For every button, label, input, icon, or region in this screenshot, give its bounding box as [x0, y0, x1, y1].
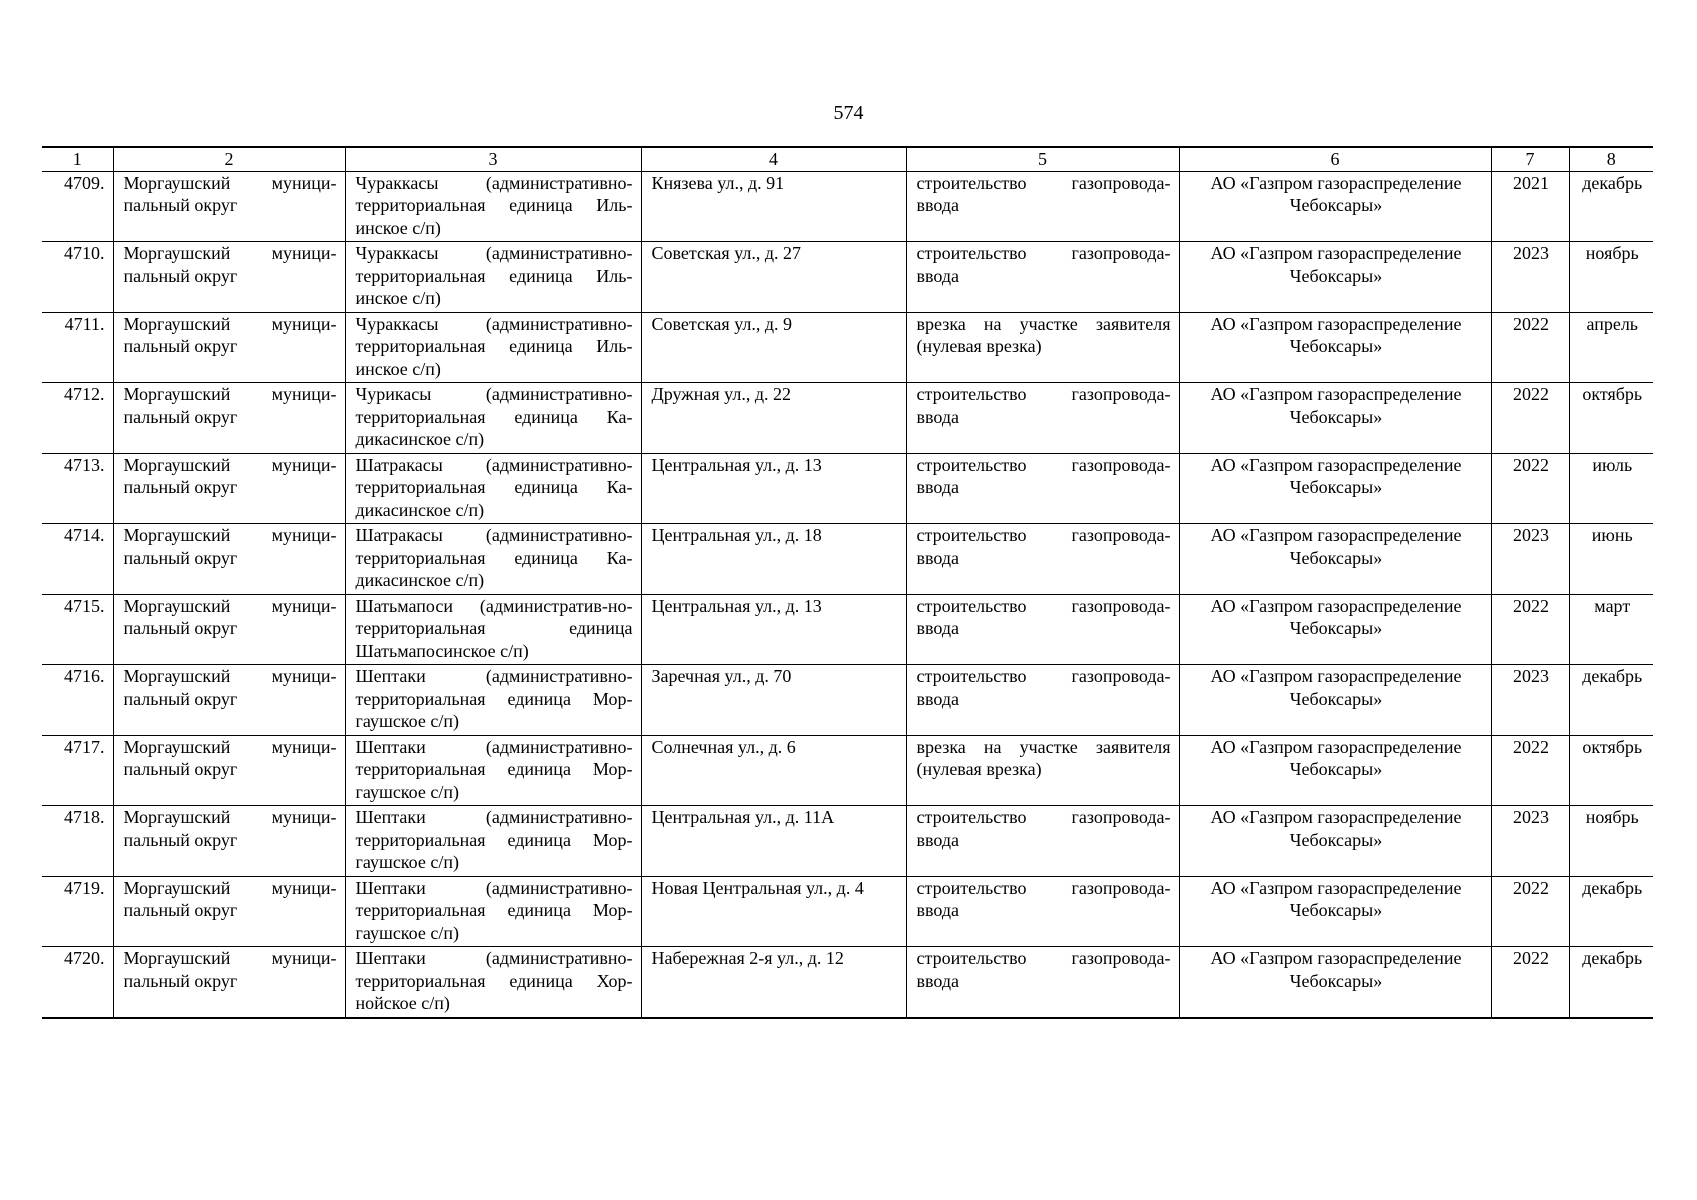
year-cell: 2022 [1491, 383, 1569, 454]
organization-cell: АО «Газпром газораспределение Чебоксары» [1179, 312, 1491, 383]
organization-cell: АО «Газпром газораспределение Чебоксары» [1179, 876, 1491, 947]
address-cell: Заречная ул., д. 70 [641, 665, 906, 736]
row-number-cell: 4717. [42, 735, 113, 806]
organization-cell: АО «Газпром газораспределение Чебоксары» [1179, 242, 1491, 313]
district-cell: Моргаушский муници-пальный округ [113, 524, 345, 595]
year-cell: 2022 [1491, 876, 1569, 947]
row-number-cell: 4711. [42, 312, 113, 383]
locality-cell: Чураккасы (административно-территориальная единица Иль-инское с/п) [345, 312, 641, 383]
row-number-cell: 4718. [42, 806, 113, 877]
column-header: 4 [641, 147, 906, 171]
locality-cell: Шатракасы (административно-территориальная единица Ка-дикасинское с/п) [345, 453, 641, 524]
organization-cell: АО «Газпром газораспределение Чебоксары» [1179, 524, 1491, 595]
work-type-cell: строительство газопровода-ввода [906, 242, 1179, 313]
organization-cell: АО «Газпром газораспределение Чебоксары» [1179, 171, 1491, 242]
address-cell: Князева ул., д. 91 [641, 171, 906, 242]
address-cell: Центральная ул., д. 13 [641, 453, 906, 524]
address-cell: Дружная ул., д. 22 [641, 383, 906, 454]
organization-cell: АО «Газпром газораспределение Чебоксары» [1179, 735, 1491, 806]
row-number-cell: 4719. [42, 876, 113, 947]
month-cell: июль [1569, 453, 1653, 524]
month-cell: декабрь [1569, 876, 1653, 947]
work-type-cell: строительство газопровода-ввода [906, 453, 1179, 524]
column-header: 2 [113, 147, 345, 171]
table-row [42, 383, 1653, 454]
work-type-cell: строительство газопровода-ввода [906, 171, 1179, 242]
work-type-cell: строительство газопровода-ввода [906, 594, 1179, 665]
address-cell: Советская ул., д. 27 [641, 242, 906, 313]
locality-cell: Шептаки (административно-территориальная единица Хор-нойское с/п) [345, 947, 641, 1018]
year-cell: 2023 [1491, 665, 1569, 736]
district-cell: Моргаушский муници-пальный округ [113, 594, 345, 665]
month-cell: октябрь [1569, 735, 1653, 806]
year-cell: 2021 [1491, 171, 1569, 242]
month-cell: март [1569, 594, 1653, 665]
row-number-cell: 4714. [42, 524, 113, 595]
address-cell: Новая Центральная ул., д. 4 [641, 876, 906, 947]
table-row [42, 524, 1653, 595]
table-row [42, 665, 1653, 736]
address-cell: Советская ул., д. 9 [641, 312, 906, 383]
work-type-cell: строительство газопровода-ввода [906, 947, 1179, 1018]
district-cell: Моргаушский муници-пальный округ [113, 735, 345, 806]
table-row [42, 594, 1653, 665]
year-cell: 2022 [1491, 453, 1569, 524]
district-cell: Моргаушский муници-пальный округ [113, 242, 345, 313]
year-cell: 2023 [1491, 524, 1569, 595]
table-row [42, 453, 1653, 524]
district-cell: Моргаушский муници-пальный округ [113, 312, 345, 383]
month-cell: июнь [1569, 524, 1653, 595]
row-number-cell: 4716. [42, 665, 113, 736]
work-type-cell: строительство газопровода-ввода [906, 383, 1179, 454]
organization-cell: АО «Газпром газораспределение Чебоксары» [1179, 453, 1491, 524]
year-cell: 2022 [1491, 312, 1569, 383]
district-cell: Моргаушский муници-пальный округ [113, 876, 345, 947]
district-cell: Моргаушский муници-пальный округ [113, 171, 345, 242]
locality-cell: Шатьмапоси (административ-но-территориальная единица Шатьмапосинское с/п) [345, 594, 641, 665]
month-cell: декабрь [1569, 665, 1653, 736]
organization-cell: АО «Газпром газораспределение Чебоксары» [1179, 665, 1491, 736]
column-header: 3 [345, 147, 641, 171]
table-row [42, 242, 1653, 313]
year-cell: 2022 [1491, 594, 1569, 665]
table-row [42, 171, 1653, 242]
year-cell: 2023 [1491, 806, 1569, 877]
table-row [42, 947, 1653, 1018]
column-header: 6 [1179, 147, 1491, 171]
address-cell: Центральная ул., д. 18 [641, 524, 906, 595]
month-cell: ноябрь [1569, 242, 1653, 313]
address-cell: Центральная ул., д. 13 [641, 594, 906, 665]
work-type-cell: строительство газопровода-ввода [906, 876, 1179, 947]
district-cell: Моргаушский муници-пальный округ [113, 383, 345, 454]
address-cell: Центральная ул., д. 11А [641, 806, 906, 877]
work-type-cell: врезка на участке заявителя (нулевая врезка) [906, 312, 1179, 383]
locality-cell: Шептаки (административно-территориальная единица Мор-гаушское с/п) [345, 876, 641, 947]
organization-cell: АО «Газпром газораспределение Чебоксары» [1179, 383, 1491, 454]
month-cell: декабрь [1569, 171, 1653, 242]
work-type-cell: строительство газопровода-ввода [906, 665, 1179, 736]
district-cell: Моргаушский муници-пальный округ [113, 947, 345, 1018]
column-header: 7 [1491, 147, 1569, 171]
district-cell: Моргаушский муници-пальный округ [113, 453, 345, 524]
locality-cell: Чураккасы (административно-территориальная единица Иль-инское с/п) [345, 171, 641, 242]
district-cell: Моргаушский муници-пальный округ [113, 665, 345, 736]
month-cell: ноябрь [1569, 806, 1653, 877]
year-cell: 2023 [1491, 242, 1569, 313]
table-row [42, 806, 1653, 877]
column-header: 1 [42, 147, 113, 171]
organization-cell: АО «Газпром газораспределение Чебоксары» [1179, 594, 1491, 665]
page-number: 574 [833, 102, 864, 124]
column-header: 5 [906, 147, 1179, 171]
row-number-cell: 4715. [42, 594, 113, 665]
work-type-cell: врезка на участке заявителя (нулевая врезка) [906, 735, 1179, 806]
address-cell: Солнечная ул., д. 6 [641, 735, 906, 806]
work-type-cell: строительство газопровода-ввода [906, 524, 1179, 595]
locality-cell: Чураккасы (административно-территориальная единица Иль-инское с/п) [345, 242, 641, 313]
year-cell: 2022 [1491, 947, 1569, 1018]
month-cell: октябрь [1569, 383, 1653, 454]
year-cell: 2022 [1491, 735, 1569, 806]
table-row [42, 876, 1653, 947]
organization-cell: АО «Газпром газораспределение Чебоксары» [1179, 806, 1491, 877]
locality-cell: Шептаки (административно-территориальная единица Мор-гаушское с/п) [345, 665, 641, 736]
district-cell: Моргаушский муници-пальный округ [113, 806, 345, 877]
row-number-cell: 4710. [42, 242, 113, 313]
row-number-cell: 4713. [42, 453, 113, 524]
table-header-row [42, 147, 1653, 171]
month-cell: апрель [1569, 312, 1653, 383]
locality-cell: Шептаки (административно-территориальная единица Мор-гаушское с/п) [345, 735, 641, 806]
address-cell: Набережная 2-я ул., д. 12 [641, 947, 906, 1018]
month-cell: декабрь [1569, 947, 1653, 1018]
row-number-cell: 4712. [42, 383, 113, 454]
locality-cell: Шатракасы (административно-территориальная единица Ка-дикасинское с/п) [345, 524, 641, 595]
locality-cell: Чурикасы (административно-территориальная единица Ка-дикасинское с/п) [345, 383, 641, 454]
data-table [42, 146, 1653, 1019]
organization-cell: АО «Газпром газораспределение Чебоксары» [1179, 947, 1491, 1018]
column-header: 8 [1569, 147, 1653, 171]
work-type-cell: строительство газопровода-ввода [906, 806, 1179, 877]
table-row [42, 735, 1653, 806]
table-row [42, 312, 1653, 383]
locality-cell: Шептаки (административно-территориальная единица Мор-гаушское с/п) [345, 806, 641, 877]
row-number-cell: 4720. [42, 947, 113, 1018]
row-number-cell: 4709. [42, 171, 113, 242]
